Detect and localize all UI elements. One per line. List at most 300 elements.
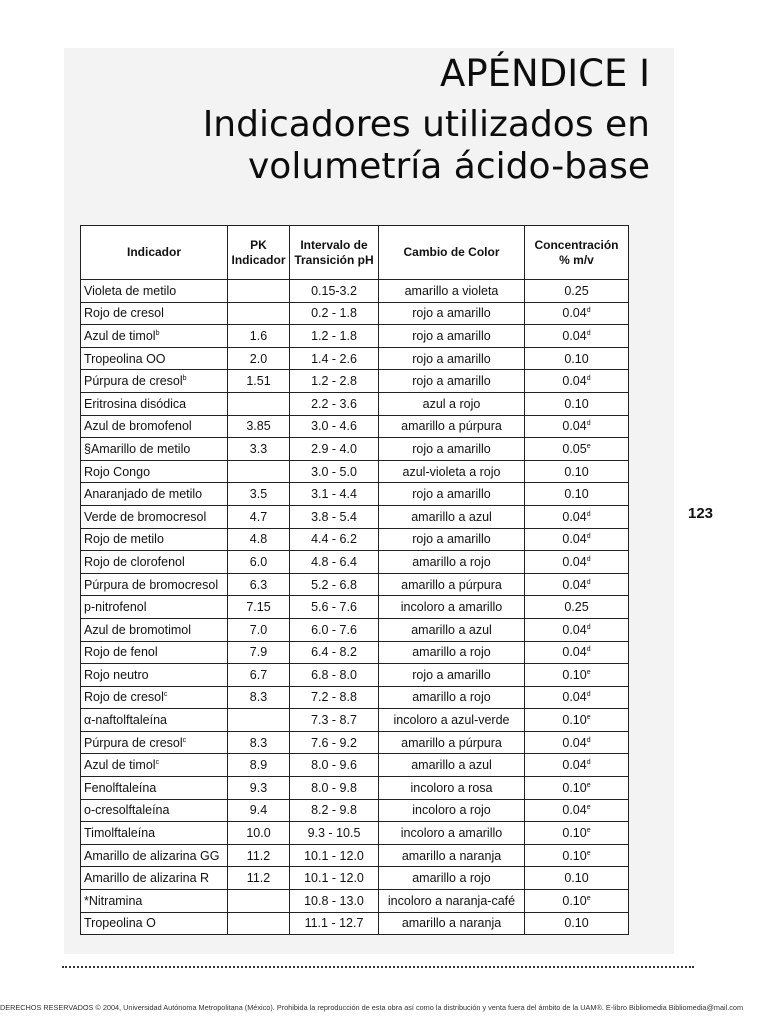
cell-color-change xyxy=(379,573,525,596)
table-row xyxy=(81,438,629,461)
cell-indicator xyxy=(81,731,228,754)
table-header-row xyxy=(81,226,629,280)
cell-concentration-text: 0.10 xyxy=(564,871,589,886)
cell-concentration xyxy=(525,415,629,438)
cell-indicator-text: Púrpura de cresol xyxy=(84,735,183,750)
cell-concentration-text: 0.10 xyxy=(564,464,589,479)
table-row xyxy=(81,686,629,709)
cell-color-change-text: incoloro a rosa xyxy=(410,780,493,795)
cell-interval xyxy=(290,641,379,664)
table-row xyxy=(81,528,629,551)
cell-indicator-text: Nitramina xyxy=(88,893,143,908)
cell-interval xyxy=(290,867,379,890)
cell-concentration-text: 0.25 xyxy=(564,283,589,298)
cell-interval xyxy=(290,460,379,483)
copyright-footer: DERECHOS RESERVADOS © 2004, Universidad Autónoma Metropolitana (México). Prohibida la reproducción de esta obra así como la distribución y venta fuera del ámbito de la UAM®. E-libro Bibliomedia Bibliomedia@mail.com xyxy=(0,1003,744,1012)
cell-interval-text: 1.2 - 1.8 xyxy=(311,328,357,343)
table-row xyxy=(81,551,629,574)
cell-concentration-footnote-mark: d xyxy=(586,375,591,383)
cell-color-change xyxy=(379,754,525,777)
cell-color-change xyxy=(379,280,525,303)
cell-pk xyxy=(228,664,290,687)
cell-indicator-text: Rojo Congo xyxy=(84,464,151,479)
table-row xyxy=(81,505,629,528)
cell-concentration xyxy=(525,573,629,596)
cell-color-change-text: rojo a amarillo xyxy=(412,351,491,366)
cell-color-change-text: amarillo a azul xyxy=(411,622,492,637)
table-row xyxy=(81,347,629,370)
cell-color-change-text: amarillo a púrpura xyxy=(401,735,502,750)
cell-pk xyxy=(228,347,290,370)
cell-color-change-text: rojo a amarillo xyxy=(412,487,491,502)
table-row xyxy=(81,731,629,754)
cell-color-change-text: rojo a amarillo xyxy=(412,374,491,389)
cell-indicator-text: Verde de bromocresol xyxy=(84,509,207,524)
cell-concentration-text: 0.10 xyxy=(562,713,587,728)
cell-concentration xyxy=(525,777,629,800)
cell-indicator-text: Rojo de cresol xyxy=(84,306,164,321)
cell-indicator-text: α-naftolftaleína xyxy=(84,713,167,728)
cell-interval xyxy=(290,528,379,551)
cell-pk xyxy=(228,505,290,528)
cell-interval xyxy=(290,912,379,935)
table-row xyxy=(81,844,629,867)
cell-color-change-text: amarillo a rojo xyxy=(412,554,491,569)
cell-indicator xyxy=(81,777,228,800)
table-row xyxy=(81,664,629,687)
cell-concentration-text: 0.04 xyxy=(562,306,587,321)
cell-pk xyxy=(228,890,290,913)
cell-indicator xyxy=(81,460,228,483)
cell-concentration-footnote-mark: d xyxy=(586,329,591,337)
cell-concentration-footnote-mark: d xyxy=(586,420,591,428)
cell-concentration xyxy=(525,528,629,551)
cell-pk-text: 1.6 xyxy=(249,328,268,343)
cell-concentration-footnote-mark: e xyxy=(586,781,591,789)
cell-interval xyxy=(290,754,379,777)
cell-concentration-footnote-mark: d xyxy=(586,510,591,518)
cell-interval xyxy=(290,799,379,822)
cell-interval xyxy=(290,280,379,303)
cell-concentration xyxy=(525,844,629,867)
cell-color-change xyxy=(379,302,525,325)
cell-indicator xyxy=(81,867,228,890)
cell-concentration xyxy=(525,280,629,303)
dotted-divider xyxy=(62,966,694,968)
cell-concentration xyxy=(525,551,629,574)
cell-pk-text: 4.8 xyxy=(249,532,268,547)
cell-color-change xyxy=(379,528,525,551)
cell-color-change xyxy=(379,822,525,845)
cell-concentration-footnote-mark: e xyxy=(586,442,591,450)
cell-color-change xyxy=(379,867,525,890)
cell-interval-text: 3.1 - 4.4 xyxy=(311,487,357,502)
cell-color-change xyxy=(379,551,525,574)
cell-pk xyxy=(228,777,290,800)
cell-interval-text: 10.1 - 12.0 xyxy=(304,848,364,863)
cell-interval-text: 6.0 - 7.6 xyxy=(311,622,357,637)
cell-color-change xyxy=(379,844,525,867)
cell-color-change xyxy=(379,664,525,687)
cell-indicator xyxy=(81,912,228,935)
cell-color-change xyxy=(379,641,525,664)
cell-concentration-text: 0.10 xyxy=(564,916,589,931)
cell-interval xyxy=(290,822,379,845)
cell-indicator xyxy=(81,551,228,574)
cell-indicator xyxy=(81,822,228,845)
cell-interval xyxy=(290,325,379,348)
cell-color-change-text: incoloro a naranja-café xyxy=(387,893,516,908)
cell-color-change-text: incoloro a rojo xyxy=(412,803,491,818)
cell-pk-text: 3.5 xyxy=(249,487,268,502)
cell-pk xyxy=(228,280,290,303)
cell-concentration-footnote-mark: d xyxy=(586,759,591,767)
cell-interval xyxy=(290,844,379,867)
cell-interval-text: 4.4 - 6.2 xyxy=(311,532,357,547)
cell-interval-text: 6.8 - 8.0 xyxy=(311,667,357,682)
cell-color-change xyxy=(379,912,525,935)
cell-indicator xyxy=(81,505,228,528)
cell-concentration xyxy=(525,392,629,415)
cell-indicator-text: Púrpura de cresol xyxy=(84,374,183,389)
cell-indicator-text: Amarillo de alizarina GG xyxy=(84,848,220,863)
cell-concentration-footnote-mark: e xyxy=(586,849,591,857)
cell-interval xyxy=(290,618,379,641)
cell-concentration-footnote-mark: d xyxy=(586,646,591,654)
cell-indicator xyxy=(81,709,228,732)
cell-concentration xyxy=(525,302,629,325)
cell-indicator-footnote-mark: c xyxy=(163,691,168,699)
table-row xyxy=(81,573,629,596)
cell-interval-text: 7.2 - 8.8 xyxy=(311,690,357,705)
cell-color-change-text: rojo a amarillo xyxy=(412,328,491,343)
cell-color-change-text: amarillo a violeta xyxy=(404,283,499,298)
cell-indicator-text: § xyxy=(84,441,91,456)
cell-indicator-text: Azul de bromofenol xyxy=(84,419,192,434)
cell-color-change-text: amarillo a naranja xyxy=(401,848,502,863)
cell-pk xyxy=(228,912,290,935)
cell-interval-text: 3.0 - 5.0 xyxy=(311,464,357,479)
cell-pk xyxy=(228,754,290,777)
cell-concentration-footnote-mark: e xyxy=(586,804,591,812)
cell-color-change xyxy=(379,325,525,348)
cell-indicator xyxy=(81,302,228,325)
cell-concentration-text: 0.04 xyxy=(562,419,587,434)
table-row xyxy=(81,280,629,303)
cell-color-change-text: rojo a amarillo xyxy=(412,532,491,547)
cell-concentration-text: 0.04 xyxy=(562,645,587,660)
table-body xyxy=(81,280,629,935)
cell-indicator xyxy=(81,844,228,867)
cell-interval-text: 11.1 - 12.7 xyxy=(304,916,364,931)
cell-color-change-text: amarillo a rojo xyxy=(412,871,491,886)
cell-indicator-text: Rojo de cresol xyxy=(84,690,164,705)
cell-interval-text: 5.2 - 6.8 xyxy=(311,577,357,592)
cell-pk-text: 7.15 xyxy=(246,600,271,615)
cell-concentration xyxy=(525,483,629,506)
cell-interval-text: 8.2 - 9.8 xyxy=(311,803,357,818)
cell-indicator xyxy=(81,415,228,438)
cell-pk xyxy=(228,438,290,461)
cell-interval-text: 2.2 - 3.6 xyxy=(311,396,357,411)
cell-interval-text: 3.8 - 5.4 xyxy=(311,509,357,524)
cell-indicator-footnote-mark: b xyxy=(182,375,187,383)
cell-pk-text: 11.2 xyxy=(246,871,271,886)
cell-pk xyxy=(228,844,290,867)
table-row xyxy=(81,799,629,822)
cell-pk-text: 8.9 xyxy=(249,758,268,773)
cell-interval xyxy=(290,709,379,732)
cell-color-change xyxy=(379,777,525,800)
table-row xyxy=(81,596,629,619)
header-concentration: Concentración % m/v xyxy=(525,226,629,280)
header-color-change: Cambio de Color xyxy=(379,226,525,280)
cell-interval-text: 7.3 - 8.7 xyxy=(311,713,357,728)
cell-concentration xyxy=(525,347,629,370)
cell-pk xyxy=(228,483,290,506)
cell-pk xyxy=(228,641,290,664)
cell-concentration-text: 0.25 xyxy=(564,600,589,615)
cell-indicator xyxy=(81,573,228,596)
cell-indicator xyxy=(81,325,228,348)
cell-color-change-text: rojo a amarillo xyxy=(412,306,491,321)
cell-pk-text: 6.3 xyxy=(249,577,268,592)
cell-concentration xyxy=(525,460,629,483)
cell-indicator-text: Tropeolina OO xyxy=(84,351,166,366)
table-row xyxy=(81,754,629,777)
cell-color-change xyxy=(379,618,525,641)
cell-indicator-footnote-mark: b xyxy=(155,329,160,337)
cell-interval xyxy=(290,777,379,800)
cell-interval xyxy=(290,664,379,687)
cell-interval-text: 4.8 - 6.4 xyxy=(311,554,357,569)
table-row xyxy=(81,912,629,935)
cell-color-change-text: incoloro a amarillo xyxy=(400,826,503,841)
cell-concentration xyxy=(525,641,629,664)
table-row xyxy=(81,822,629,845)
cell-indicator xyxy=(81,483,228,506)
table-row xyxy=(81,777,629,800)
cell-concentration-text: 0.04 xyxy=(562,577,587,592)
table-row xyxy=(81,709,629,732)
cell-pk-text: 3.85 xyxy=(246,419,271,434)
table-row xyxy=(81,460,629,483)
cell-concentration xyxy=(525,370,629,393)
table-row xyxy=(81,302,629,325)
cell-concentration-text: 0.04 xyxy=(562,509,587,524)
cell-interval-text: 10.8 - 13.0 xyxy=(304,893,364,908)
cell-pk xyxy=(228,731,290,754)
cell-pk-text: 4.7 xyxy=(249,509,268,524)
table-row xyxy=(81,415,629,438)
cell-color-change xyxy=(379,596,525,619)
cell-concentration-text: 0.04 xyxy=(562,532,587,547)
cell-color-change xyxy=(379,686,525,709)
cell-pk xyxy=(228,596,290,619)
table-row xyxy=(81,483,629,506)
cell-concentration-text: 0.04 xyxy=(562,622,587,637)
cell-color-change-text: amarillo a azul xyxy=(411,758,492,773)
table-row xyxy=(81,392,629,415)
cell-concentration xyxy=(525,618,629,641)
cell-indicator-text: Rojo neutro xyxy=(84,667,149,682)
cell-color-change-text: amarillo a naranja xyxy=(401,916,502,931)
cell-interval-text: 1.2 - 2.8 xyxy=(311,374,357,389)
cell-indicator xyxy=(81,596,228,619)
cell-interval-text: 3.0 - 4.6 xyxy=(311,419,357,434)
cell-interval xyxy=(290,483,379,506)
table-row xyxy=(81,867,629,890)
cell-pk-text: 9.4 xyxy=(249,803,268,818)
cell-indicator-text: o-cresolftaleína xyxy=(84,803,170,818)
cell-concentration-text: 0.10 xyxy=(564,351,589,366)
cell-pk-text: 9.3 xyxy=(249,780,268,795)
cell-color-change-text: incoloro a azul-verde xyxy=(393,713,510,728)
cell-indicator-text: Azul de bromotimol xyxy=(84,622,191,637)
cell-color-change xyxy=(379,347,525,370)
cell-indicator-text: p-nitrofenol xyxy=(84,600,147,615)
cell-pk-text: 6.7 xyxy=(249,667,268,682)
appendix-heading: APÉNDICE I xyxy=(440,52,650,95)
cell-color-change xyxy=(379,460,525,483)
cell-concentration-text: 0.10 xyxy=(562,780,587,795)
cell-indicator-text: Eritrosina disódica xyxy=(84,396,187,411)
cell-indicator-text: Tropeolina O xyxy=(84,916,156,931)
cell-interval-text: 8.0 - 9.6 xyxy=(311,758,357,773)
cell-pk xyxy=(228,370,290,393)
cell-indicator-text: Rojo de fenol xyxy=(84,645,158,660)
cell-indicator-text: * xyxy=(84,893,89,908)
cell-pk-text: 2.0 xyxy=(249,351,268,366)
cell-indicator-text: Amarillo de metilo xyxy=(90,441,191,456)
cell-concentration xyxy=(525,822,629,845)
cell-concentration-text: 0.10 xyxy=(562,667,587,682)
cell-interval xyxy=(290,438,379,461)
cell-indicator-footnote-mark: c xyxy=(155,759,160,767)
cell-interval-text: 0.15-3.2 xyxy=(311,283,357,298)
cell-color-change-text: rojo a amarillo xyxy=(412,441,491,456)
cell-indicator-text: Amarillo de alizarina R xyxy=(84,871,210,886)
header-interval: Intervalo de Transición pH xyxy=(290,226,379,280)
cell-concentration-text: 0.04 xyxy=(562,554,587,569)
cell-color-change xyxy=(379,483,525,506)
table-row xyxy=(81,325,629,348)
cell-pk-text: 7.0 xyxy=(249,622,268,637)
cell-color-change-text: rojo a amarillo xyxy=(412,667,491,682)
cell-pk xyxy=(228,686,290,709)
cell-indicator xyxy=(81,618,228,641)
cell-concentration-text: 0.04 xyxy=(562,803,587,818)
cell-pk xyxy=(228,325,290,348)
cell-concentration-footnote-mark: d xyxy=(586,307,591,315)
cell-indicator xyxy=(81,686,228,709)
cell-interval-text: 6.4 - 8.2 xyxy=(311,645,357,660)
cell-indicator-text: Anaranjado de metilo xyxy=(84,487,203,502)
table-row xyxy=(81,370,629,393)
cell-concentration-footnote-mark: e xyxy=(586,826,591,834)
cell-color-change xyxy=(379,731,525,754)
header-indicator: Indicador xyxy=(81,226,228,280)
header-pk: PK Indicador xyxy=(228,226,290,280)
cell-concentration xyxy=(525,890,629,913)
cell-pk-text: 8.3 xyxy=(249,735,268,750)
cell-concentration-footnote-mark: e xyxy=(586,894,591,902)
cell-concentration-text: 0.10 xyxy=(562,848,587,863)
cell-color-change xyxy=(379,799,525,822)
cell-pk xyxy=(228,822,290,845)
page-number: 123 xyxy=(688,505,714,522)
cell-concentration xyxy=(525,709,629,732)
cell-concentration-text: 0.04 xyxy=(562,758,587,773)
cell-color-change xyxy=(379,392,525,415)
cell-pk xyxy=(228,392,290,415)
cell-color-change-text: incoloro a amarillo xyxy=(400,600,503,615)
cell-interval xyxy=(290,302,379,325)
cell-pk xyxy=(228,799,290,822)
cell-indicator-text: Azul de timol xyxy=(84,328,156,343)
cell-concentration-footnote-mark: d xyxy=(586,736,591,744)
cell-interval-text: 1.4 - 2.6 xyxy=(311,351,357,366)
cell-concentration-text: 0.04 xyxy=(562,374,587,389)
cell-interval xyxy=(290,890,379,913)
cell-indicator-text: Fenolftaleína xyxy=(84,780,157,795)
cell-interval xyxy=(290,370,379,393)
cell-indicator xyxy=(81,392,228,415)
cell-indicator xyxy=(81,370,228,393)
cell-indicator-text: Violeta de metilo xyxy=(84,283,177,298)
cell-indicator xyxy=(81,347,228,370)
cell-color-change-text: amarillo a púrpura xyxy=(401,419,502,434)
cell-pk-text: 11.2 xyxy=(246,848,271,863)
cell-concentration-text: 0.04 xyxy=(562,690,587,705)
cell-concentration xyxy=(525,686,629,709)
cell-pk xyxy=(228,618,290,641)
cell-pk xyxy=(228,551,290,574)
cell-pk xyxy=(228,573,290,596)
cell-interval xyxy=(290,505,379,528)
cell-concentration-text: 0.05 xyxy=(562,441,587,456)
cell-interval-text: 2.9 - 4.0 xyxy=(311,441,357,456)
cell-indicator xyxy=(81,528,228,551)
cell-interval xyxy=(290,415,379,438)
cell-pk xyxy=(228,709,290,732)
cell-indicator xyxy=(81,641,228,664)
cell-concentration-footnote-mark: e xyxy=(586,668,591,676)
cell-interval-text: 0.2 - 1.8 xyxy=(311,306,357,321)
cell-concentration-footnote-mark: d xyxy=(586,533,591,541)
cell-concentration-footnote-mark: e xyxy=(586,713,591,721)
cell-pk xyxy=(228,460,290,483)
cell-interval xyxy=(290,686,379,709)
cell-pk-text: 8.3 xyxy=(249,690,268,705)
cell-concentration-footnote-mark: d xyxy=(586,691,591,699)
cell-color-change-text: amarillo a rojo xyxy=(412,645,491,660)
cell-indicator xyxy=(81,754,228,777)
cell-concentration-text: 0.04 xyxy=(562,735,587,750)
cell-indicator-footnote-mark: c xyxy=(182,736,187,744)
cell-color-change-text: azul-violeta a rojo xyxy=(402,464,501,479)
cell-pk-text: 3.3 xyxy=(249,441,268,456)
cell-concentration xyxy=(525,596,629,619)
cell-concentration xyxy=(525,754,629,777)
cell-indicator xyxy=(81,890,228,913)
cell-indicator-text: Timolftaleína xyxy=(84,826,156,841)
cell-concentration xyxy=(525,799,629,822)
cell-interval xyxy=(290,731,379,754)
table-row xyxy=(81,890,629,913)
cell-interval xyxy=(290,596,379,619)
cell-color-change xyxy=(379,709,525,732)
